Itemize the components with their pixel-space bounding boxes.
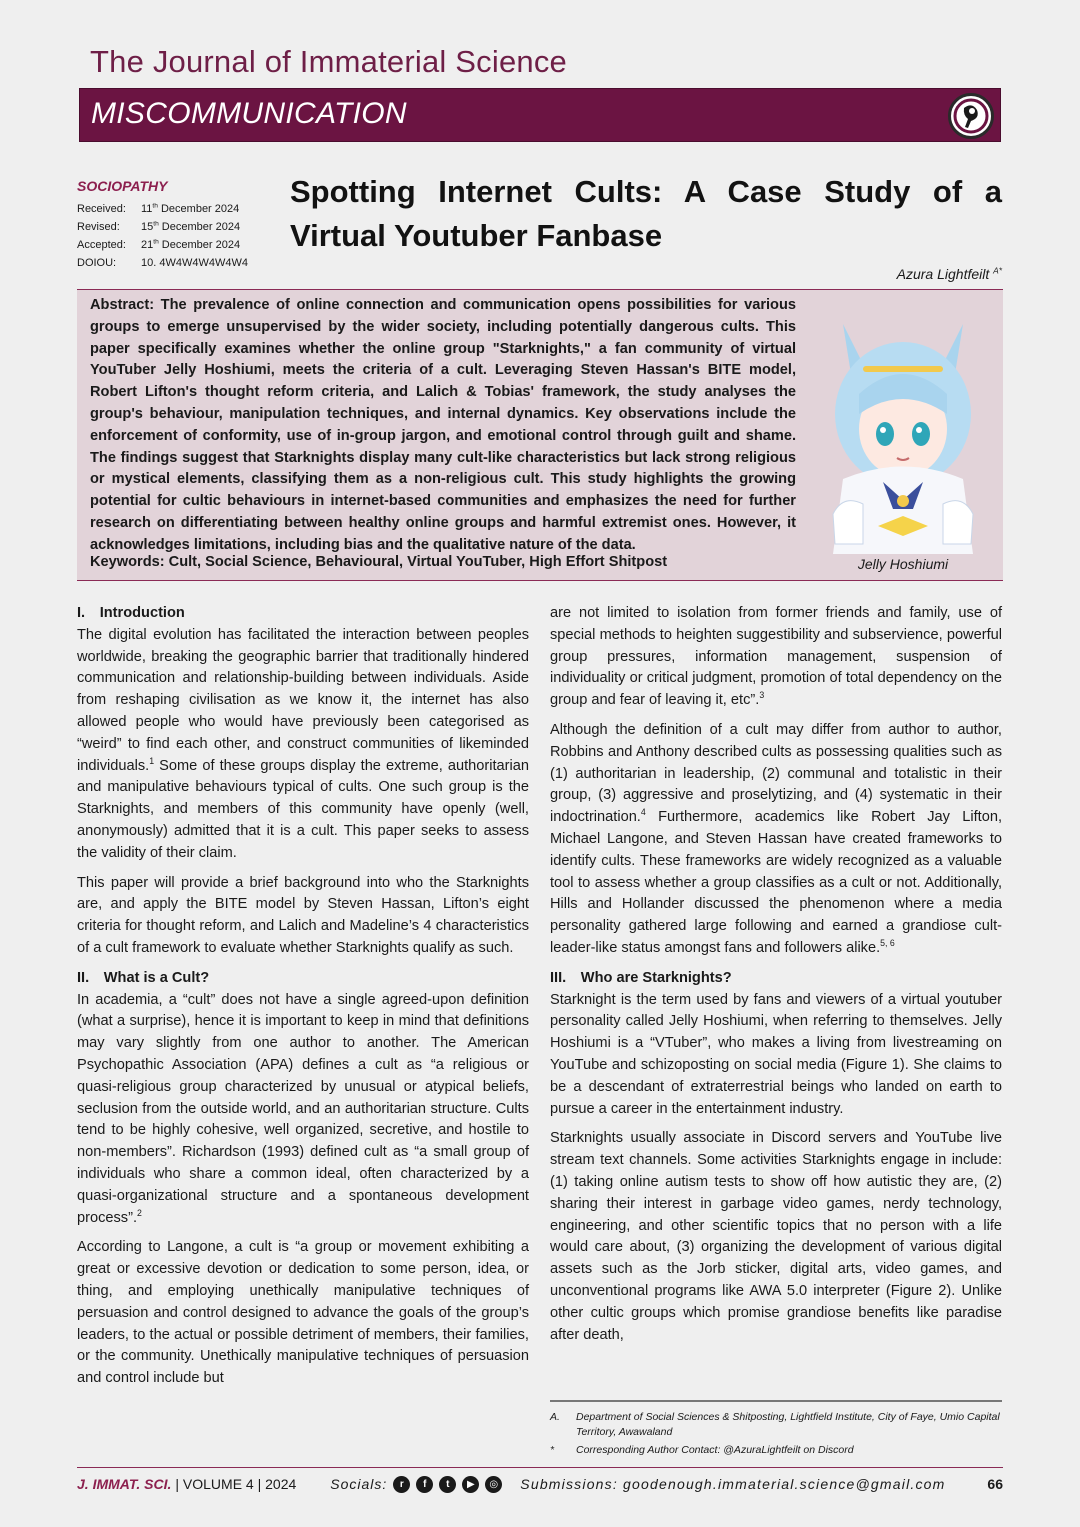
abstract-text: Abstract: The prevalence of online connection and communication opens possibilities for various groups to emerge unsupervised by the wider society, including potentially dangerous cults. This paper specifically examines whether the online group "Starknights," a fan community of virtual YouTuber Jelly Hoshiumi, meets the criteria of a cult. Leveraging Steven Hassan's BITE model, Robert Lifton's thought reform criteria, and Lalich & Tobias' framework, the study analyses the group's behaviour, manipulation techniques, and internal dynamics. Key observations include the enforcement of conformity, use of in-group jargon, and emotional control through guilt and shame. The findings suggest that Starknights display many cult-like characteristics but lack strong religious or mystical elements, classifying them as a non-religious cult. This study highlights the growing potential for cultic behaviours in internet-based communities and emphasizes the need for further research on differentiating between healthy online groups and harmful extremist ones. However, it acknowledges limitations, including bias and the qualitative nature of the data. <box>90 297 796 553</box>
footer-volume: | VOLUME 4 | 2024 <box>175 1476 297 1492</box>
facebook-icon[interactable]: f <box>416 1476 433 1493</box>
body-column-right <box>550 603 1002 1354</box>
citation-sup: 1 <box>149 755 155 766</box>
meta-value: 10. 4W4W4W4W4W4 <box>141 257 248 269</box>
section-title: MISCOMMUNICATION <box>91 97 407 130</box>
citation-sup: 3 <box>759 690 765 701</box>
instagram-icon[interactable]: ◎ <box>485 1476 502 1493</box>
article-meta <box>77 178 277 272</box>
journal-logo-icon <box>948 93 994 139</box>
paragraph: Starknights usually associate in Discord servers and YouTube live stream text channels. Some activities Starknights engage in include: (1) taking online autism tests to show off how autistic they are, (2) sharing their interest in garbage video games, nerdy technology, engineering, and other scientific topics that no person with a life would care about, (3) organizing the development of various digital assets such as the Jorb sticker, digital arts, video games, and unconventional programs like AWA 5.0 interpreter (Figure 2). Unlike other cultic groups which promise grandiose benefits like paradise after death, <box>550 1130 1002 1343</box>
meta-row-accepted <box>77 236 277 254</box>
meta-key: Accepted: <box>77 239 126 251</box>
footer-divider <box>77 1467 1003 1468</box>
character-portrait-image <box>823 304 983 554</box>
meta-key: DOIOU: <box>77 257 117 269</box>
footer-journal-abbrev: J. IMMAT. SCI. <box>77 1476 172 1492</box>
footer-socials-label: Socials: <box>330 1476 388 1492</box>
paragraph: are not limited to isolation from former friends and family, use of special methods to heighten suggestibility and subservience, powerful group pressures, information management, suspension of individuality or critical judgment, promotion of total dependency on the group and fear of leaving it, etc”.$^3$ <box>550 605 1002 709</box>
paragraph: Although the definition of a cult may differ from author to author, Robbins and Anthony described cults as possessing qualities such as (1) authoritarian in leadership, (2) communal and totalistic in their group, (3) aggressive and proselytizing, and (4) systematic in their indoctrination.$^4$ Furthermore, academics like Robert Jay Lifton, Michael Langone, and Steven Hassan have created frameworks to identify cults. These frameworks are widely recognized as a valuable tool to assess whether a group classifies as a cult or not. Additionally, Hills and Hollander discussed the phenomenon where a media personality gathered large following and earned a grandiose cult-leader-like status amongst fans and followers alike.$^{5, 6}$ <box>550 721 1002 956</box>
category-label: SOCIOPATHY <box>77 178 168 194</box>
twitter-icon[interactable]: t <box>439 1476 456 1493</box>
body-column-left <box>77 603 529 1398</box>
citation-sup: 4 <box>640 807 646 818</box>
paragraph: This paper will provide a brief background into who the Starknights are, and apply the BITE model by Steven Hassan, Lifton’s eight criteria for thought reform, and Lalich and Madeline’s 4 characteristics of a cult framework to evaluate whether Starknights qualify as such. <box>77 874 529 956</box>
youtube-icon[interactable]: ▶ <box>462 1476 479 1493</box>
paragraph: The digital evolution has facilitated the interaction between peoples worldwide, breaking the geographic barrier that traditionally hindered communication and relationship-building between individuals. Aside from reshaping civilisation as we know it, the internet has also allowed people who would have previously been categorised as “weird” to find each other, and construct communities of likeminded individuals.$^1$ Some of these groups display the extreme, authoritarian and manipulative behaviours typical of cults. One such group is the Starknights, and members of this community have openly (well, anonymously) admitted that it is a cult. This paper seeks to assess the validity of their claim. <box>77 626 529 861</box>
footer-submissions: Submissions: goodenough.immaterial.science@gmail.com <box>520 1476 946 1492</box>
meta-value: 15th December 2024 <box>141 220 241 233</box>
section-heading-who-are-starknights: III. Who are Starknights? <box>550 969 732 986</box>
journal-title: The Journal of Immaterial Science <box>90 44 567 79</box>
section-heading-introduction: I. Introduction <box>77 605 185 621</box>
meta-value: 11th December 2024 <box>141 202 240 215</box>
section-banner <box>79 88 1001 142</box>
meta-value: 21th December 2024 <box>141 238 241 251</box>
paragraph: According to Langone, a cult is “a group or movement exhibiting a great or excessive devotion or dedication to some person, idea, or thing, and employing unethically manipulative techniques of persuasion and control designed to advance the goals of the group’s leaders, to the actual or possible detriment of members, their families, or the community. Unethically manipulative techniques of persuasion and control include but <box>77 1239 529 1387</box>
section-heading-what-is-a-cult: II. What is a Cult? <box>77 969 210 986</box>
meta-row-doi <box>77 254 277 272</box>
paragraph: In academia, a “cult” does not have a single agreed-upon definition (what a surprise), hence it is important to keep in mind that definitions may vary slightly from one author to another. The American Psychopathic Association (APA) defines a cult as “a religious or quasi-religious group characterized by unusual or atypical beliefs, seclusion from the outside world, and an authoritarian structure. Cults tend to be highly cohesive, well organized, secretive, and hostile to non-members”. Richardson (1993) defined cult as “a small group of individuals who share a common ideal, often characterized by a quasi-organizational structure and a spontaneous development process”.$^2$ <box>77 991 529 1226</box>
abstract-box <box>77 289 1003 581</box>
citation-sup: 2 <box>137 1207 142 1218</box>
meta-key: Revised: <box>77 221 120 233</box>
footnote: A. Department of Social Sciences & Shitposting, Lightfield Institute, City of Faye, Umio Capital Territory, Awawaland <box>550 1411 1000 1438</box>
page-number: 66 <box>987 1476 1003 1492</box>
meta-row-received <box>77 200 277 218</box>
page-footer <box>77 1474 1003 1494</box>
paper-title: Spotting Internet Cults: A Case Study of a Virtual Youtuber Fanbase <box>290 174 1002 253</box>
meta-key: Received: <box>77 203 126 215</box>
footnotes <box>550 1400 1002 1458</box>
keywords: Keywords: Cult, Social Science, Behavioural, Virtual YouTuber, High Effort Shitpost <box>90 554 668 570</box>
meta-row-revised <box>77 218 277 236</box>
author-name: Azura Lightfeilt $^{A*}$ <box>896 265 1002 282</box>
citation-sup: 5, 6 <box>880 938 895 949</box>
author-affiliation-sup: A* <box>993 265 1002 276</box>
footnote: * Corresponding Author Contact: @AzuraLightfeilt on Discord <box>550 1444 854 1456</box>
paragraph: Starknight is the term used by fans and viewers of a virtual youtuber personality called Jelly Hoshiumi, when referring to themselves. Jelly Hoshiumi is a “VTuber”, who makes a living from livestreaming on YouTube and schizoposting on social media (Figure 1). She claims to be a descendant of extraterrestrial beings who landed on earth to pursue a career in the entertainment industry. <box>550 991 1002 1117</box>
reddit-icon[interactable]: r <box>393 1476 410 1493</box>
portrait-caption: Jelly Hoshiumi <box>857 556 949 572</box>
